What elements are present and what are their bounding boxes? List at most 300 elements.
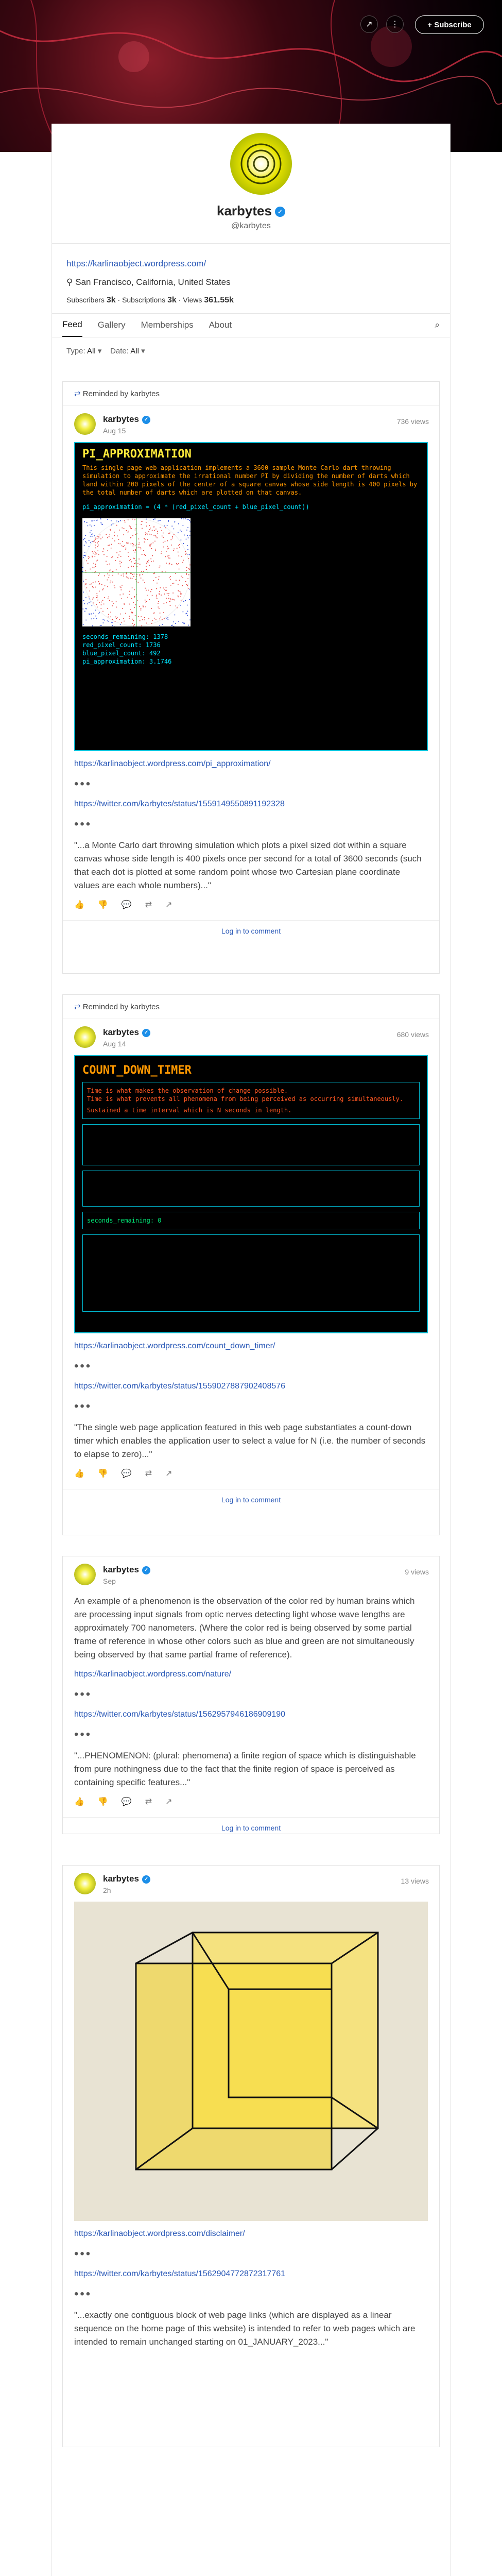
post-link[interactable]: https://twitter.com/karbytes/status/1562904772872317761 [74, 2269, 286, 2278]
dart-dot [134, 519, 135, 520]
dart-dot [99, 584, 100, 585]
dart-dot [133, 625, 134, 626]
dart-dot [108, 598, 109, 599]
dart-dot [168, 520, 169, 521]
dart-dot [157, 531, 158, 532]
dart-dot [116, 618, 117, 619]
dart-dot [170, 605, 171, 606]
post-author[interactable]: karbytes [103, 1565, 139, 1574]
dart-dot [149, 534, 150, 535]
dart-dot [181, 600, 182, 601]
dart-dot [135, 549, 136, 550]
dart-dot [168, 557, 169, 558]
dart-dot [95, 571, 96, 572]
dart-dot [101, 625, 102, 626]
dart-dot [187, 519, 188, 520]
verified-icon: ✓ [142, 1566, 150, 1574]
dart-dot [107, 580, 108, 581]
dart-dot [113, 603, 114, 604]
dart-dot [178, 590, 179, 591]
feed-filters: Type: All ▾ Date: All ▾ [66, 347, 145, 355]
dart-dot [114, 585, 115, 586]
dart-dot [159, 608, 160, 609]
dart-dot [140, 564, 141, 565]
dart-dot [103, 588, 104, 589]
dart-dot [101, 602, 102, 603]
dart-dot [189, 565, 191, 566]
dart-dot [103, 548, 104, 549]
dart-dot [181, 556, 182, 557]
dart-dot [169, 563, 170, 564]
dart-dot [99, 573, 100, 574]
dart-dot [129, 618, 130, 619]
dart-dot [96, 618, 97, 619]
dart-dot [158, 601, 159, 602]
dart-dot [135, 546, 136, 547]
dart-dot [177, 564, 178, 565]
dart-dot [91, 526, 92, 527]
term-stat: red_pixel_count: 1736 [82, 641, 161, 649]
dart-dot [185, 614, 186, 615]
dart-dot [97, 593, 98, 594]
dart-dot [145, 539, 146, 540]
dart-dot [89, 602, 90, 603]
dart-dot [171, 625, 172, 626]
dart-dot [162, 624, 163, 625]
dart-dot [132, 587, 133, 588]
dart-dot [133, 550, 134, 551]
dart-dot [122, 541, 123, 542]
dart-dot [112, 571, 113, 572]
dart-dot [172, 536, 173, 537]
dart-dot [85, 597, 86, 598]
login-to-comment[interactable]: Log in to comment [63, 920, 439, 941]
dart-dot [165, 541, 166, 542]
dart-dot [151, 534, 152, 535]
tab-gallery[interactable]: Gallery [97, 320, 126, 330]
dart-dot [143, 571, 144, 572]
dart-dot [95, 556, 96, 557]
dart-dot [116, 601, 117, 602]
dart-dot [153, 613, 154, 614]
dart-dot [89, 546, 90, 547]
term-line: Time is what makes the observation of change possible. [87, 1087, 288, 1094]
dart-dot [187, 545, 188, 546]
share-icon[interactable]: ↗ [165, 1798, 172, 1806]
dart-dot [95, 539, 96, 540]
dart-dot [104, 597, 105, 598]
dart-dot [187, 554, 188, 555]
dart-dot [131, 562, 132, 563]
dart-dot [187, 535, 188, 536]
dart-dot [151, 561, 152, 562]
dart-dot [155, 577, 157, 578]
post-avatar[interactable] [74, 1873, 96, 1894]
dart-dot [188, 558, 189, 559]
dart-dot [84, 521, 85, 522]
dart-dot [176, 580, 177, 581]
thumbs-down-icon[interactable]: 👎 [97, 1469, 108, 1478]
dart-dot [181, 531, 182, 532]
dart-dot [94, 567, 95, 568]
dart-dot [101, 604, 102, 605]
dart-dot [168, 548, 169, 549]
dart-dot [153, 580, 154, 581]
post-link[interactable]: https://twitter.com/karbytes/status/1562957946186909190 [74, 1710, 286, 1719]
dart-dot [89, 597, 90, 598]
dart-dot [166, 598, 167, 599]
dart-dot [93, 603, 94, 604]
dart-dot [102, 611, 103, 612]
post-link[interactable]: https://karlinaobject.wordpress.com/disclaimer/ [74, 2229, 245, 2238]
dart-dot [120, 520, 121, 521]
dart-dot [83, 592, 84, 593]
dart-dot [144, 538, 145, 539]
post-quote: "...a Monte Carlo dart throwing simulation which plots a pixel sized dot within a square canvas whose side length is 400 pixels once per second for a total of 3600 seconds (such that each dot is plotted at some random point whose two Cartesian plane coordinate values are each whole numbers)..." [74, 840, 422, 890]
dart-dot [129, 591, 130, 592]
dart-dot [156, 597, 157, 598]
dart-dot [107, 586, 108, 587]
dart-dot [144, 619, 145, 620]
dart-dot [117, 557, 118, 558]
dart-dot [131, 528, 132, 529]
thumbs-down-icon[interactable]: 👎 [97, 1798, 108, 1806]
dart-dot [116, 521, 117, 522]
post-card: karbytes ✓ Sep 9 views An example of a phenomenon is the observation of the color red by human brains which are processing input signals from optic nerves detecting light whose wave lengths are approximately 700 nanometers. (Where the color red is being observed by some partial frame of reference in whose other colors such as blue and green are not simultaneously being observed by that same partial frame of reference). https://karlinaobject.wordpress.com/nature/ ••• https://twitter.com/karbytes/status/1562957946186909190 ••• "...PHENOMENON: (plural: phenomena) a finite region of space which is distinguishable from pure nothingness due to the fact that the finite region of space is perceived as containing specific features..." 👍 👎 💬 ⇄ ↗ Log in to comment [62, 1556, 440, 1834]
dart-dot [120, 586, 121, 587]
dart-dot [142, 619, 143, 620]
comment-icon[interactable]: 💬 [121, 1469, 132, 1478]
dart-dot [122, 622, 123, 623]
dart-dot [97, 536, 98, 537]
dart-dot [151, 589, 152, 590]
post-link[interactable]: https://twitter.com/karbytes/status/1559027887902408576 [74, 1382, 286, 1391]
dart-dot [134, 624, 135, 625]
dart-dot [180, 530, 181, 531]
dart-dot [169, 533, 170, 534]
dart-dot [109, 534, 110, 535]
dart-dot [95, 542, 96, 543]
dart-dot [143, 606, 144, 607]
dart-dot [112, 605, 113, 606]
post-author[interactable]: karbytes [103, 1874, 139, 1884]
dart-dot [167, 546, 168, 547]
dart-dot [135, 579, 136, 580]
dart-dot [147, 595, 148, 596]
dart-dot [133, 566, 134, 567]
dart-dot [172, 538, 173, 539]
dart-dot [158, 607, 159, 608]
more-vertical-icon[interactable]: ⋮ [386, 15, 404, 33]
dart-dot [83, 581, 84, 582]
comment-icon[interactable]: 💬 [121, 901, 132, 909]
tab-about[interactable]: About [209, 320, 232, 330]
term-stat: seconds_remaining: 1378 [82, 633, 168, 640]
post-card: ⇄ Reminded by karbytes karbytes ✓ Aug 14 680 views COUNT_DOWN_TIMER Time is what makes the observation of change possible. Time is what prevents all phenomena from being perceived as occurring simultaneously. Sustained a time interval which is N seconds in length. seconds_remaining: 0 https://karlinaobject.wordpress.com/count_down_timer/ ••• https://twitter.com/karbytes/status/1559027887902408576 ••• "The single web page application featured in this web page substantiates a count-down timer which enables the application user to select a value for N (i.e. the number of seconds to elapse to zero)..." 👍 👎 💬 ⇄ ↗ Log in to comment [62, 994, 440, 1535]
post-link[interactable]: https://twitter.com/karbytes/status/1559149550891192328 [74, 800, 285, 808]
dart-dot [179, 544, 180, 545]
dart-dot [181, 594, 182, 595]
dart-dot [96, 597, 97, 598]
dart-dot [114, 532, 115, 533]
dart-dot [96, 553, 97, 554]
dart-dot [94, 618, 95, 619]
share-icon[interactable]: ↗ [165, 901, 172, 909]
dart-dot [156, 595, 157, 596]
dart-dot [101, 608, 102, 609]
dart-dot [148, 562, 149, 563]
dart-dot [98, 614, 99, 615]
dart-dot [90, 569, 91, 570]
dart-dot [120, 595, 121, 596]
post-screenshot [74, 1055, 428, 1333]
profile-stats: Subscribers 3k · Subscriptions 3k · Views 361.55k [66, 296, 234, 304]
dart-dot [112, 582, 113, 583]
dart-dot [140, 620, 141, 621]
dart-dot [92, 541, 93, 542]
date-filter[interactable]: All [130, 347, 139, 355]
dart-dot [135, 615, 136, 616]
dart-dot [164, 589, 165, 590]
dart-dot [137, 566, 138, 567]
dart-dot [106, 561, 107, 562]
dart-dot [171, 545, 172, 546]
dart-dot [189, 531, 191, 532]
dart-dot [110, 570, 111, 571]
dart-dot [114, 535, 115, 536]
dart-dot [95, 545, 96, 546]
dart-dot [187, 611, 188, 612]
dart-dot [150, 591, 151, 592]
dart-dot [162, 619, 163, 620]
term-step-box [82, 1171, 420, 1207]
thumbs-down-icon[interactable]: 👎 [97, 901, 108, 909]
dart-dot [175, 573, 176, 574]
login-to-comment[interactable]: Log in to comment [63, 1817, 439, 1838]
dart-dot [189, 520, 191, 521]
dart-dot [121, 575, 122, 576]
dart-dot [178, 584, 179, 585]
thumbs-up-icon[interactable]: 👍 [74, 1469, 84, 1478]
dart-dot [99, 583, 100, 584]
dart-dot [148, 531, 149, 532]
dart-dot [134, 558, 135, 560]
dart-dot [174, 621, 175, 622]
dart-dot [129, 594, 130, 595]
dart-dot [122, 546, 123, 547]
dart-dot [123, 534, 124, 535]
dart-dot [85, 584, 86, 585]
dart-dot [120, 556, 122, 557]
remind-icon: ⇄ [74, 1003, 81, 1011]
dart-dot [183, 525, 184, 526]
dart-dot [155, 549, 156, 550]
dart-dot [154, 541, 155, 542]
dart-dot [135, 530, 136, 531]
dart-dot [186, 567, 187, 568]
dart-dot [152, 595, 153, 596]
dart-dot [154, 573, 155, 574]
term-desc: This single page web application implements a 3600 sample Monte Carlo dart throwing simulation to approximate the irrational number PI by dividing the number of darts which land within 200 pixels of the center of a square canvas whose side length is 400 pixels by the total number of darts which are plotted on that canvas. [82, 464, 418, 496]
dart-dot [119, 530, 120, 531]
dart-dot [175, 615, 176, 616]
dart-dot [183, 623, 184, 624]
dart-dot [114, 540, 115, 541]
dart-dot [91, 602, 92, 603]
post-link[interactable]: https://karlinaobject.wordpress.com/count_down_timer/ [74, 1342, 275, 1350]
dart-dot [146, 526, 147, 527]
dart-dot [95, 538, 96, 539]
dart-dot [131, 566, 132, 567]
dart-dot [133, 546, 134, 547]
dart-dot [161, 530, 162, 531]
dart-dot [91, 530, 92, 531]
post-author[interactable]: karbytes [103, 1027, 139, 1037]
dart-dot [189, 554, 190, 555]
dart-dot [126, 530, 127, 531]
post-link[interactable]: https://karlinaobject.wordpress.com/pi_approximation/ [74, 759, 271, 768]
dart-dot [120, 587, 122, 588]
dart-dot [174, 600, 175, 601]
dart-dot [174, 522, 175, 523]
post-avatar[interactable] [74, 1026, 96, 1048]
dart-dot [84, 611, 85, 612]
dart-dot [183, 601, 184, 602]
dart-dot [147, 539, 148, 540]
dart-dot [97, 538, 98, 539]
dart-dot [180, 596, 181, 597]
dart-dot [164, 603, 165, 604]
dart-dot [85, 570, 86, 571]
tesseract-image [74, 1902, 428, 2221]
dart-dot [98, 581, 99, 582]
post-author[interactable]: karbytes [103, 414, 139, 424]
dart-dot [174, 534, 175, 535]
dart-dot [102, 537, 103, 538]
dart-dot [130, 578, 131, 579]
dart-dot [122, 528, 123, 529]
dart-dot [141, 521, 142, 522]
comment-icon[interactable]: 💬 [121, 1798, 132, 1806]
dart-dot [93, 563, 94, 564]
dart-dot [155, 535, 156, 536]
dart-dot [145, 533, 146, 534]
dart-dot [112, 556, 113, 557]
subscribe-button[interactable]: + Subscribe [415, 15, 484, 34]
dart-dot [118, 573, 119, 574]
dart-dot [121, 562, 122, 563]
dart-dot [99, 612, 100, 613]
share-icon[interactable]: ↗ [360, 15, 378, 33]
dart-dot [100, 522, 101, 523]
dart-dot [151, 544, 152, 545]
dart-dot [107, 556, 108, 557]
dart-dot [170, 600, 171, 601]
dart-dot [153, 527, 154, 528]
post-date: Aug 14 [103, 1040, 126, 1048]
dart-dot [169, 558, 170, 559]
dart-dot [112, 622, 113, 623]
dart-dot [147, 561, 148, 562]
website-link[interactable]: https://karlinaobject.wordpress.com/ [66, 259, 206, 268]
dart-dot [164, 526, 165, 527]
dart-dot [134, 552, 135, 553]
login-to-comment[interactable]: Log in to comment [63, 1489, 439, 1510]
dart-dot [115, 560, 116, 561]
dart-dot [95, 548, 96, 549]
dart-dot [111, 520, 112, 521]
thumbs-up-icon[interactable]: 👍 [74, 1798, 84, 1806]
dart-dot [118, 539, 119, 540]
share-icon[interactable]: ↗ [165, 1469, 172, 1478]
tab-memberships[interactable]: Memberships [141, 320, 194, 330]
dart-dot [95, 554, 96, 555]
dart-dot [113, 523, 114, 524]
remind-icon[interactable]: ⇄ [145, 1469, 152, 1478]
dart-dot [97, 600, 98, 601]
dart-dot [92, 536, 93, 537]
dart-dot [185, 600, 186, 601]
dart-dot [102, 524, 103, 525]
dart-dot [126, 573, 127, 574]
dart-dot [99, 591, 100, 592]
dart-dot [149, 565, 150, 566]
dart-dot [135, 561, 136, 562]
dart-dot [172, 599, 173, 600]
dart-dot [134, 563, 135, 564]
search-icon[interactable]: ⌕ [435, 320, 440, 330]
remind-icon[interactable]: ⇄ [145, 901, 152, 909]
dart-dot [142, 528, 143, 529]
dart-dot [141, 609, 142, 611]
dart-dot [109, 621, 110, 622]
dart-dot [95, 552, 96, 553]
dart-dot [86, 587, 88, 588]
post-avatar[interactable] [74, 413, 96, 435]
dart-dot [93, 598, 94, 599]
dart-dot [128, 519, 129, 520]
dart-dot [137, 563, 139, 564]
term-stat: pi_approximation: 3.1746 [82, 658, 172, 665]
dart-dot [97, 560, 98, 561]
dart-dot [171, 526, 172, 527]
dart-dot [104, 575, 105, 577]
dart-dot [84, 521, 85, 522]
dart-dot [172, 592, 174, 594]
dart-dot [97, 543, 98, 544]
dart-dot [108, 617, 109, 618]
remind-icon[interactable]: ⇄ [145, 1798, 152, 1806]
dart-dot [154, 519, 155, 520]
tab-feed[interactable]: Feed [62, 313, 82, 337]
type-filter[interactable]: All [87, 347, 96, 355]
dart-dot [179, 547, 180, 548]
thumbs-up-icon[interactable]: 👍 [74, 901, 84, 909]
dart-dot [93, 541, 94, 543]
dart-dot [109, 564, 110, 565]
dart-dot [99, 602, 100, 603]
dart-dot [146, 590, 147, 591]
dart-dot [160, 528, 161, 529]
dart-dot [172, 599, 174, 600]
post-link[interactable]: https://karlinaobject.wordpress.com/nature/ [74, 1670, 232, 1679]
dart-dot [168, 598, 169, 599]
post-quote: "...PHENOMENON: (plural: phenomena) a finite region of space which is distinguishable from pure nothingness due to the fact that the finite region of space is perceived as containing specific features..." [74, 1751, 416, 1787]
dart-dot [97, 597, 98, 598]
term-stat: blue_pixel_count: 492 [82, 650, 161, 657]
post-avatar[interactable] [74, 1564, 96, 1585]
dart-dot [128, 567, 129, 568]
